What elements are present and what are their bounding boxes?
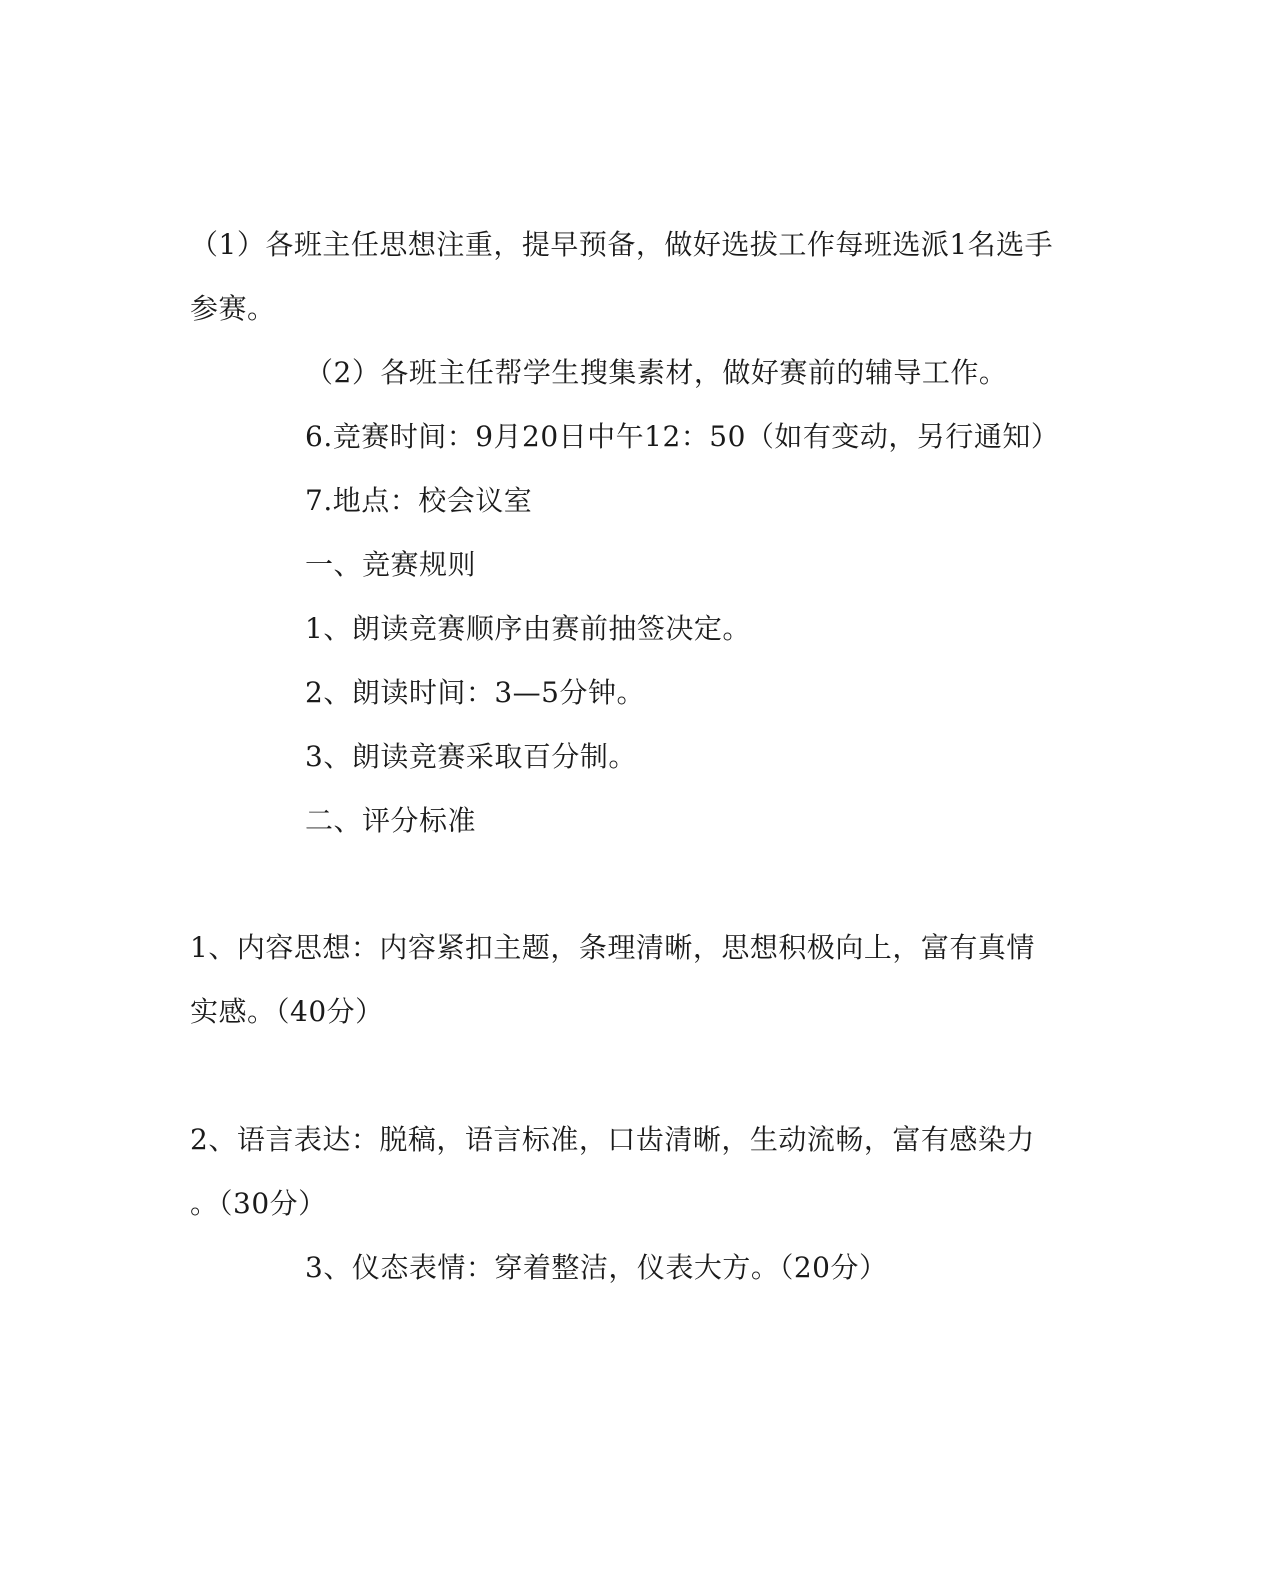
paragraph-line: （1）各班主任思想注重，提早预备，做好选拔工作每班选派1名选手	[190, 228, 1054, 261]
section-heading: 一、竞赛规则	[305, 548, 477, 581]
list-item: 3、朗读竞赛采取百分制。	[305, 740, 637, 773]
list-item: 2、语言表达：脱稿，语言标准，口齿清晰，生动流畅，富有感染力	[190, 1123, 1035, 1156]
list-item: 1、内容思想：内容紧扣主题，条理清晰，思想积极向上，富有真情	[190, 931, 1035, 964]
paragraph-line: 6.竞赛时间：9月20日中午12：50（如有变动，另行通知）	[305, 420, 1060, 453]
paragraph-line: 参赛。	[190, 292, 276, 325]
paragraph-line: 7.地点：校会议室	[305, 484, 533, 517]
list-item: 2、朗读时间：3—5分钟。	[305, 676, 645, 709]
list-item: 3、仪态表情：穿着整洁，仪表大方。（20分）	[305, 1251, 888, 1284]
paragraph-line: （2）各班主任帮学生搜集素材，做好赛前的辅导工作。	[305, 356, 1008, 389]
section-heading: 二、评分标准	[305, 804, 477, 837]
list-item: 。（30分）	[190, 1187, 327, 1220]
list-item: 实感。（40分）	[190, 995, 384, 1028]
list-item: 1、朗读竞赛顺序由赛前抽签决定。	[305, 612, 751, 645]
